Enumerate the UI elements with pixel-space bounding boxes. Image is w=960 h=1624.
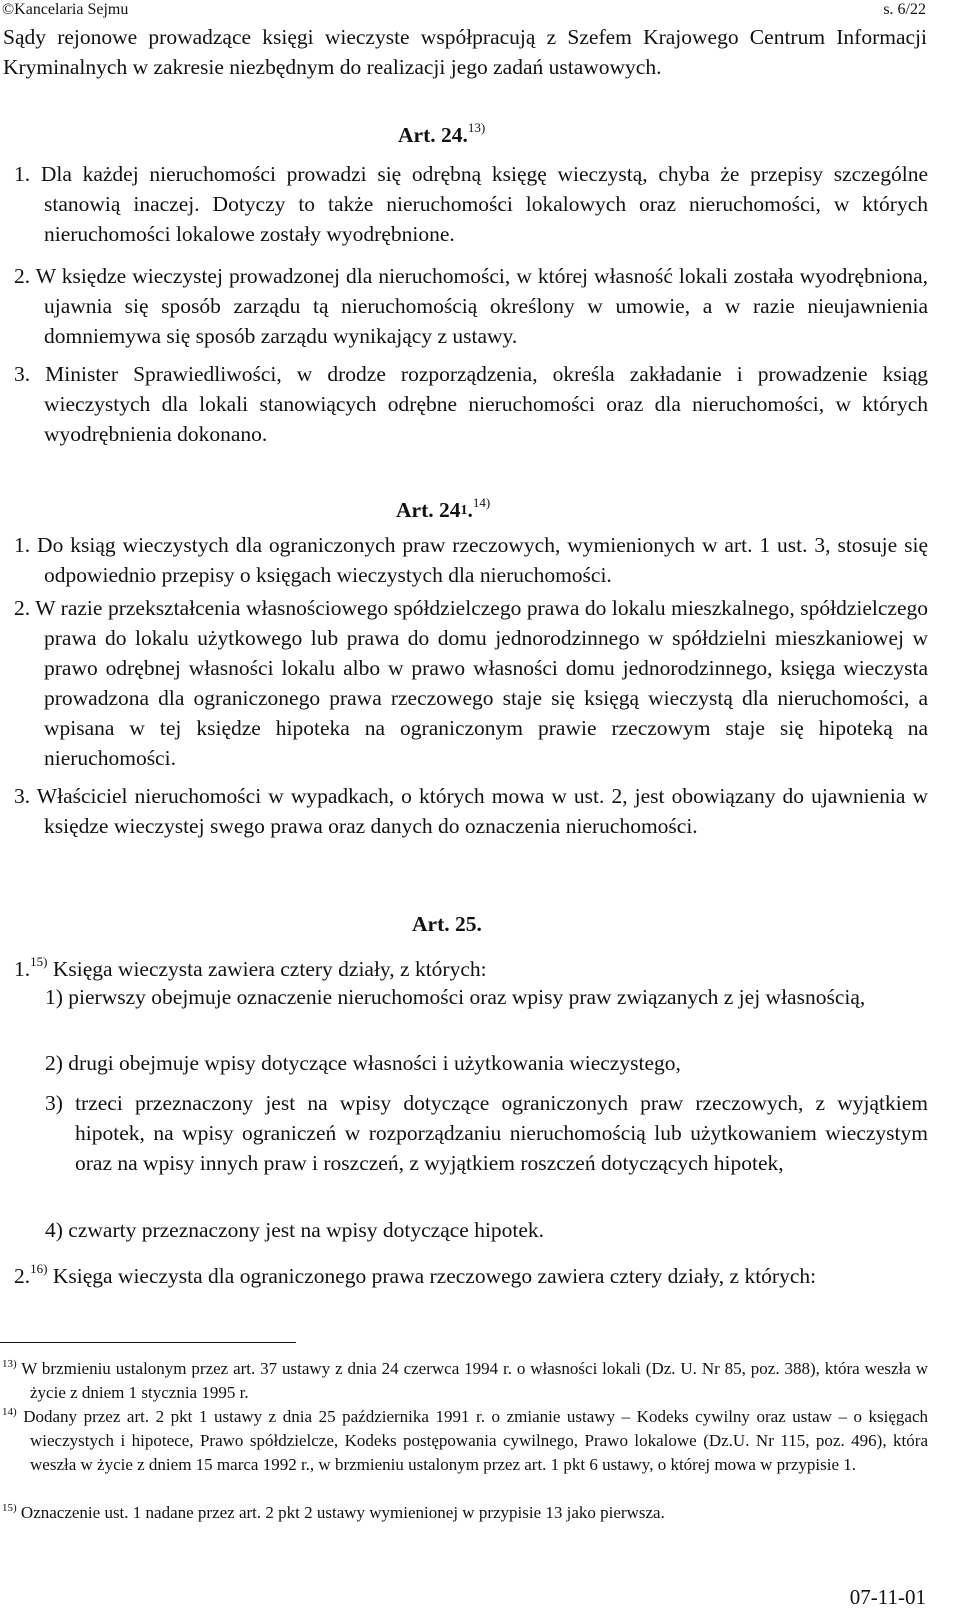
document-code: 07-11-01 bbox=[849, 1585, 926, 1609]
footnote-text: W brzmieniu ustalonym przez art. 37 ustawy z dnia 24 czerwca 1994 r. o własności lokali (Dz. U. Nr 85, poz. 388), która weszła w życie z dniem 1 stycznia 1995 r. bbox=[21, 1359, 928, 1402]
footnote-mark: 13) bbox=[2, 1358, 17, 1370]
footnote-14 bbox=[2, 1400, 928, 1477]
article-24-1-heading: Art. 241.$^{14)}$ bbox=[396, 495, 491, 522]
article-superscript: 1 bbox=[460, 503, 468, 518]
footnote-mark: 15) bbox=[2, 1502, 17, 1514]
para-text: Księga wieczysta zawiera cztery działy, z których: bbox=[52, 957, 487, 981]
article-24-para-2: 2. W księdze wieczystej prowadzonej dla nieruchomości, w której własność lokali została wyodrębniona, ujawnia się sposób zarządu tą nieruchomością określony w umowie, a w razie nieujawnienia domniemywa się sposób zarządu wynikający z ustawy. bbox=[14, 264, 928, 348]
footnote-text: Dodany przez art. 2 pkt 1 ustawy z dnia 25 października 1991 r. o zmianie ustawy – Kodeks cywilny oraz ustaw – o księgach wieczystych i hipotece, Prawo spółdzielcze, Kodeks postępowania cywilnego, Prawo lokalowe (Dz.U. Nr 115, poz. 496), która weszła w życie z dniem 15 marca 1992 r., w brzmieniu ustalonym przez art. 1 pkt 6 ustawy, o której mowa w przypisie 1. bbox=[23, 1407, 928, 1474]
footnote-ref: 14) bbox=[472, 495, 491, 510]
article-25-heading bbox=[412, 912, 482, 937]
footnote-ref: 16) bbox=[30, 1261, 48, 1276]
page-header bbox=[2, 1, 926, 19]
article-title: Art. 24 bbox=[396, 498, 461, 522]
list-item: 2) drugi obejmuje wpisy dotyczące własności i użytkowania wieczystego, bbox=[45, 1051, 681, 1075]
article-24-heading bbox=[398, 120, 485, 148]
footnote-ref: 15) bbox=[30, 954, 48, 969]
footnote-mark: 14) bbox=[2, 1406, 17, 1418]
footnote-ref: 13) bbox=[467, 120, 486, 135]
article-24-1-para-2: 2. W razie przekształcenia własnościowego spółdzielczego prawa do lokalu mieszkalnego, spółdzielczego prawa do lokalu użytkowego lub prawa do domu jednorodzinnego w spółdzielni mieszkaniowej w prawo odrębnej własności lokalu albo w prawo własności domu jednorodzinnego, księga wieczysta prowadzona dla ograniczonego prawa rzeczowego staje się księgą wieczystą dla nieruchomości, a wpisana w tej księdze hipoteka na ograniczonym prawie rzeczowym staje się hipoteką na nieruchomości. bbox=[14, 596, 928, 770]
footnote-13 bbox=[2, 1352, 928, 1405]
list-item: 3) trzeci przeznaczony jest na wpisy dotyczące ograniczonych praw rzeczowych, z wyjątkiem hipotek, na wpisy ograniczeń w rozporządzaniu nieruchomością lub użytkowaniem wieczystym oraz na wpisy innych praw i roszczeń, z wyjątkiem roszczeń dotyczących hipotek, bbox=[45, 1091, 928, 1175]
para-text: Księga wieczysta dla ograniczonego prawa rzeczowego zawiera cztery działy, z których: bbox=[52, 1264, 817, 1288]
list-item: 1) pierwszy obejmuje oznaczenie nieruchomości oraz wpisy praw związanych z jej własnością, bbox=[45, 985, 866, 1009]
para-number: 1. bbox=[14, 957, 31, 981]
article-24-1-para-3: 3. Właściciel nieruchomości w wypadkach, o których mowa w ust. 2, jest obowiązany do ujawnienia w księdze wieczystej swego prawa oraz danych do oznaczenia nieruchomości. bbox=[14, 784, 928, 838]
footnote-divider bbox=[0, 1342, 296, 1343]
copyright-label: ©Kancelaria Sejmu bbox=[2, 1, 129, 18]
intro-paragraph: Sądy rejonowe prowadzące księgi wieczyste współpracują z Szefem Krajowego Centrum Informacji Kryminalnych w zakresie niezbędnym do realizacji jego zadań ustawowych. bbox=[3, 25, 927, 79]
footnote-15 bbox=[2, 1496, 928, 1525]
article-24-para-3: 3. Minister Sprawiedliwości, w drodze rozporządzenia, określa zakładanie i prowadzenie ksiąg wieczystych dla lokali stanowiących odrębne nieruchomości oraz dla nieruchomości, w których wyodrębnienia dokonano. bbox=[14, 362, 928, 446]
article-25-para-1 bbox=[14, 947, 928, 984]
list-item: 4) czwarty przeznaczony jest na wpisy dotyczące hipotek. bbox=[45, 1218, 545, 1242]
article-title: Art. 25. bbox=[412, 912, 482, 936]
footnote-text: Oznaczenie ust. 1 nadane przez art. 2 pkt 2 ustawy wymienionej w przypisie 13 jako pierwsza. bbox=[20, 1503, 665, 1522]
article-title: Art. 24. bbox=[398, 123, 468, 147]
article-24-1-para-1: 1. Do ksiąg wieczystych dla ograniczonych praw rzeczowych, wymienionych w art. 1 ust. 3, stosuje się odpowiednio przepisy o księgach wieczystych dla nieruchomości. bbox=[14, 533, 928, 587]
page-number: s. 6/22 bbox=[883, 1, 926, 18]
para-number: 2. bbox=[14, 1264, 31, 1288]
article-25-para-2 bbox=[14, 1254, 928, 1291]
article-24-para-1: 1. Dla każdej nieruchomości prowadzi się odrębną księgę wieczystą, chyba że przepisy szczególne stanowią inaczej. Dotyczy to także nieruchomości lokalowych oraz nieruchomości, w których nieruchomości lokalowe zostały wyodrębnione. bbox=[14, 162, 928, 246]
